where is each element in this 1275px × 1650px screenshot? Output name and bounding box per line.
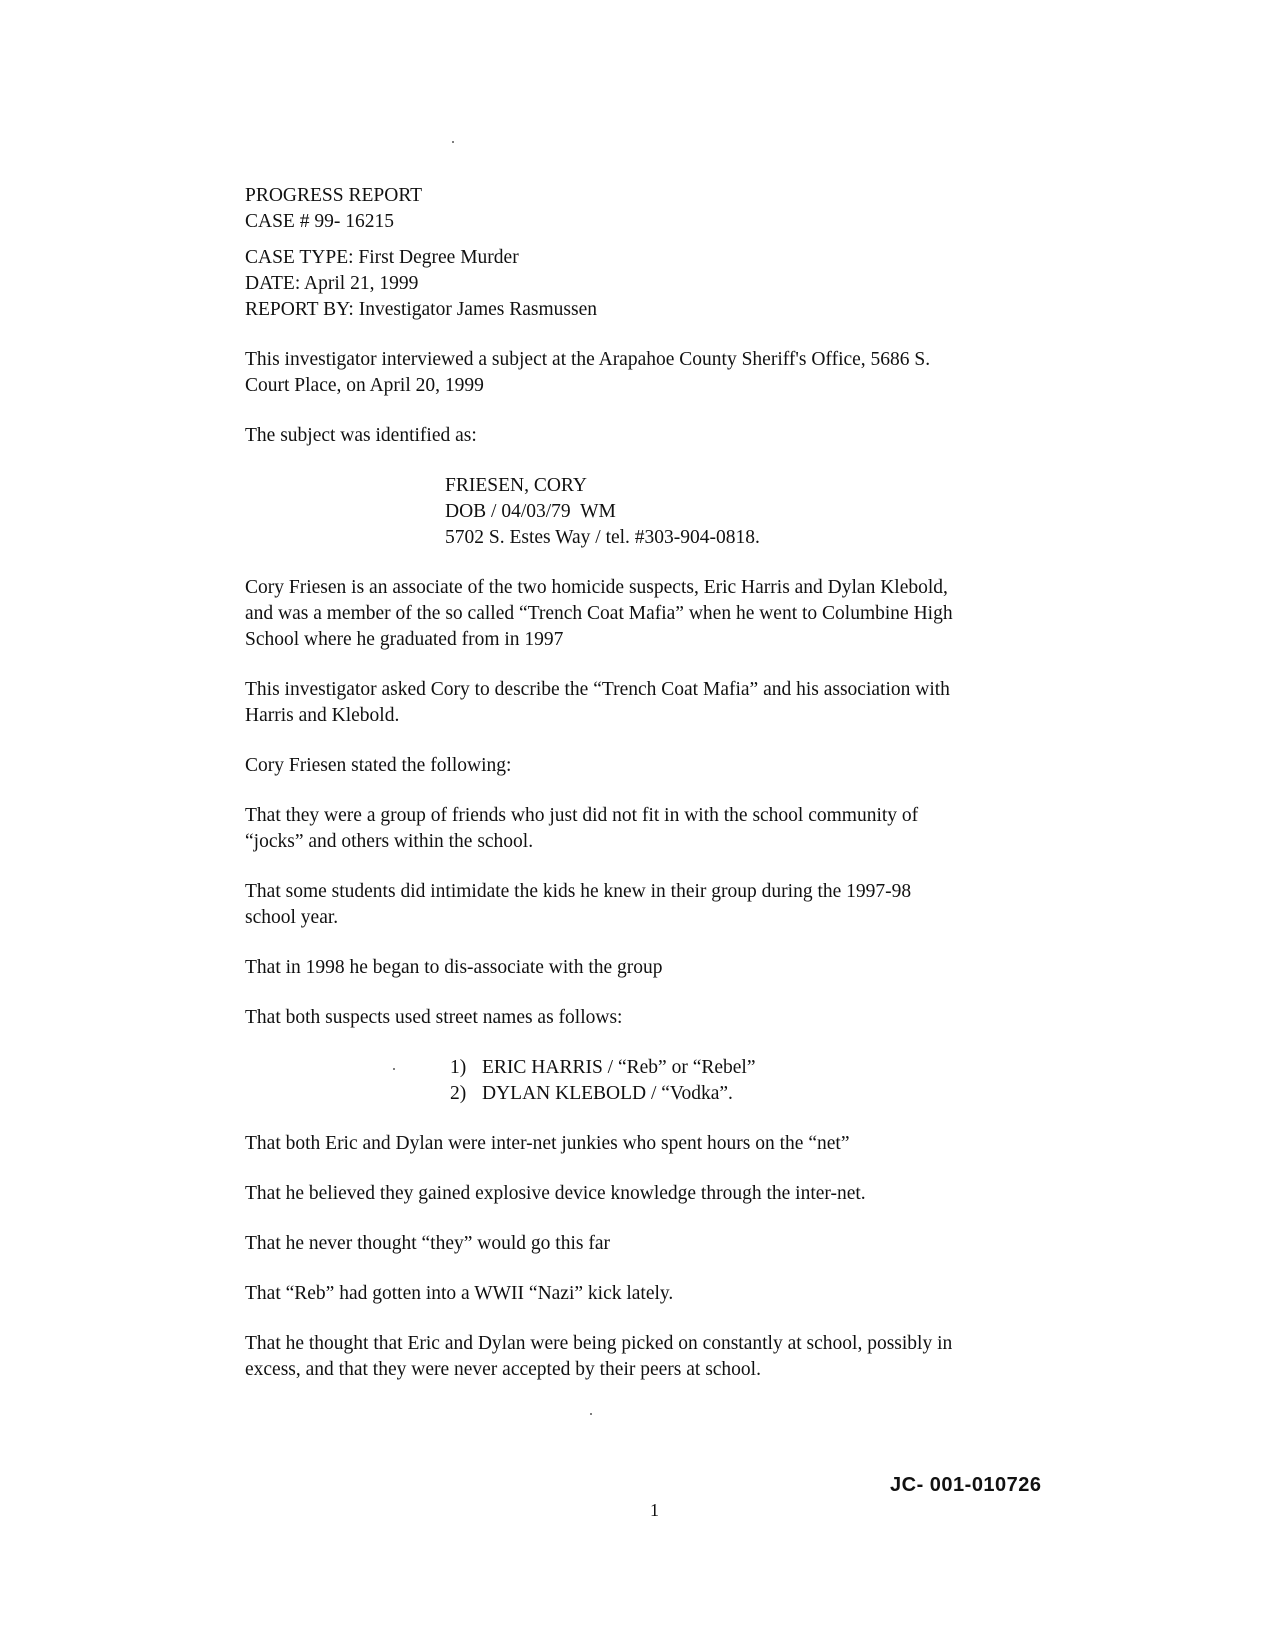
list-item-number: 1) — [450, 1057, 467, 1078]
association-paragraph — [245, 575, 1075, 653]
statement-paragraph — [245, 803, 1075, 855]
street-names-list — [450, 1055, 1075, 1107]
bates-number: JC- 001-010726 — [890, 1474, 1042, 1496]
paragraph-line: This investigator asked Cory to describe the “Trench Coat Mafia” and his association with — [245, 679, 950, 700]
report-body — [245, 183, 1075, 1407]
statement-paragraph — [245, 1005, 1075, 1031]
case-type: CASE TYPE: First Degree Murder — [245, 247, 519, 268]
report-author: REPORT BY: Investigator James Rasmussen — [245, 299, 597, 320]
report-date: DATE: April 21, 1999 — [245, 273, 419, 294]
paragraph-line: excess, and that they were never accepted by their peers at school. — [245, 1359, 761, 1380]
paragraph-line: That some students did intimidate the kids he knew in their group during the 1997-98 — [245, 881, 912, 902]
statement-paragraph — [245, 879, 1075, 931]
subject-block — [445, 473, 1075, 551]
statement-paragraph — [245, 1231, 1075, 1257]
paragraph-line: That he thought that Eric and Dylan were being picked on constantly at school, possibly in — [245, 1333, 953, 1354]
report-meta — [245, 245, 1075, 323]
paragraph-line: Harris and Klebold. — [245, 705, 400, 726]
intro-line: Court Place, on April 20, 1999 — [245, 375, 484, 396]
scan-speck — [590, 1413, 592, 1415]
list-item-number: 2) — [450, 1083, 467, 1104]
identified-paragraph — [245, 423, 1075, 449]
statement-paragraph — [245, 1281, 1075, 1307]
paragraph-line: That “Reb” had gotten into a WWII “Nazi” kick lately. — [245, 1283, 674, 1304]
report-header — [245, 183, 1075, 235]
paragraph-line: school year. — [245, 907, 339, 928]
statement-intro-paragraph — [245, 753, 1075, 779]
paragraph-line: That he believed they gained explosive device knowledge through the inter-net. — [245, 1183, 866, 1204]
paragraph-line: That both suspects used street names as follows: — [245, 1007, 623, 1028]
scan-speck — [452, 141, 454, 143]
list-item-text: ERIC HARRIS / “Reb” or “Rebel” — [482, 1057, 756, 1078]
paragraph-line: That he never thought “they” would go this far — [245, 1233, 610, 1254]
statement-paragraph — [245, 1331, 1075, 1383]
intro-paragraph — [245, 347, 1075, 399]
paragraph-line: and was a member of the so called “Trench Coat Mafia” when he went to Columbine High — [245, 603, 953, 624]
subject-name: FRIESEN, CORY — [445, 475, 587, 496]
statement-paragraph — [245, 1181, 1075, 1207]
list-item — [450, 1055, 1075, 1081]
paragraph-line: School where he graduated from in 1997 — [245, 629, 564, 650]
paragraph-line: That both Eric and Dylan were inter-net junkies who spent hours on the “net” — [245, 1133, 850, 1154]
case-number: CASE # 99- 16215 — [245, 211, 394, 232]
report-title: PROGRESS REPORT — [245, 185, 423, 206]
intro-line: This investigator interviewed a subject at the Arapahoe County Sheriff's Office, 5686 S. — [245, 349, 931, 370]
subject-dob: DOB / 04/03/79 WM — [445, 501, 616, 522]
page-number: 1 — [650, 1500, 659, 1520]
identified-text: The subject was identified as: — [245, 425, 477, 446]
question-paragraph — [245, 677, 1075, 729]
list-item-text: DYLAN KLEBOLD / “Vodka”. — [482, 1083, 733, 1104]
paragraph-line: That they were a group of friends who just did not fit in with the school community of — [245, 805, 919, 826]
statement-paragraph — [245, 1131, 1075, 1157]
list-item — [450, 1081, 1075, 1107]
paragraph-line: Cory Friesen stated the following: — [245, 755, 512, 776]
statement-paragraph — [245, 955, 1075, 981]
subject-address: 5702 S. Estes Way / tel. #303-904-0818. — [445, 527, 760, 548]
paragraph-line: Cory Friesen is an associate of the two homicide suspects, Eric Harris and Dylan Klebold, — [245, 577, 948, 598]
paragraph-line: “jocks” and others within the school. — [245, 831, 534, 852]
paragraph-line: That in 1998 he began to dis-associate with the group — [245, 957, 663, 978]
